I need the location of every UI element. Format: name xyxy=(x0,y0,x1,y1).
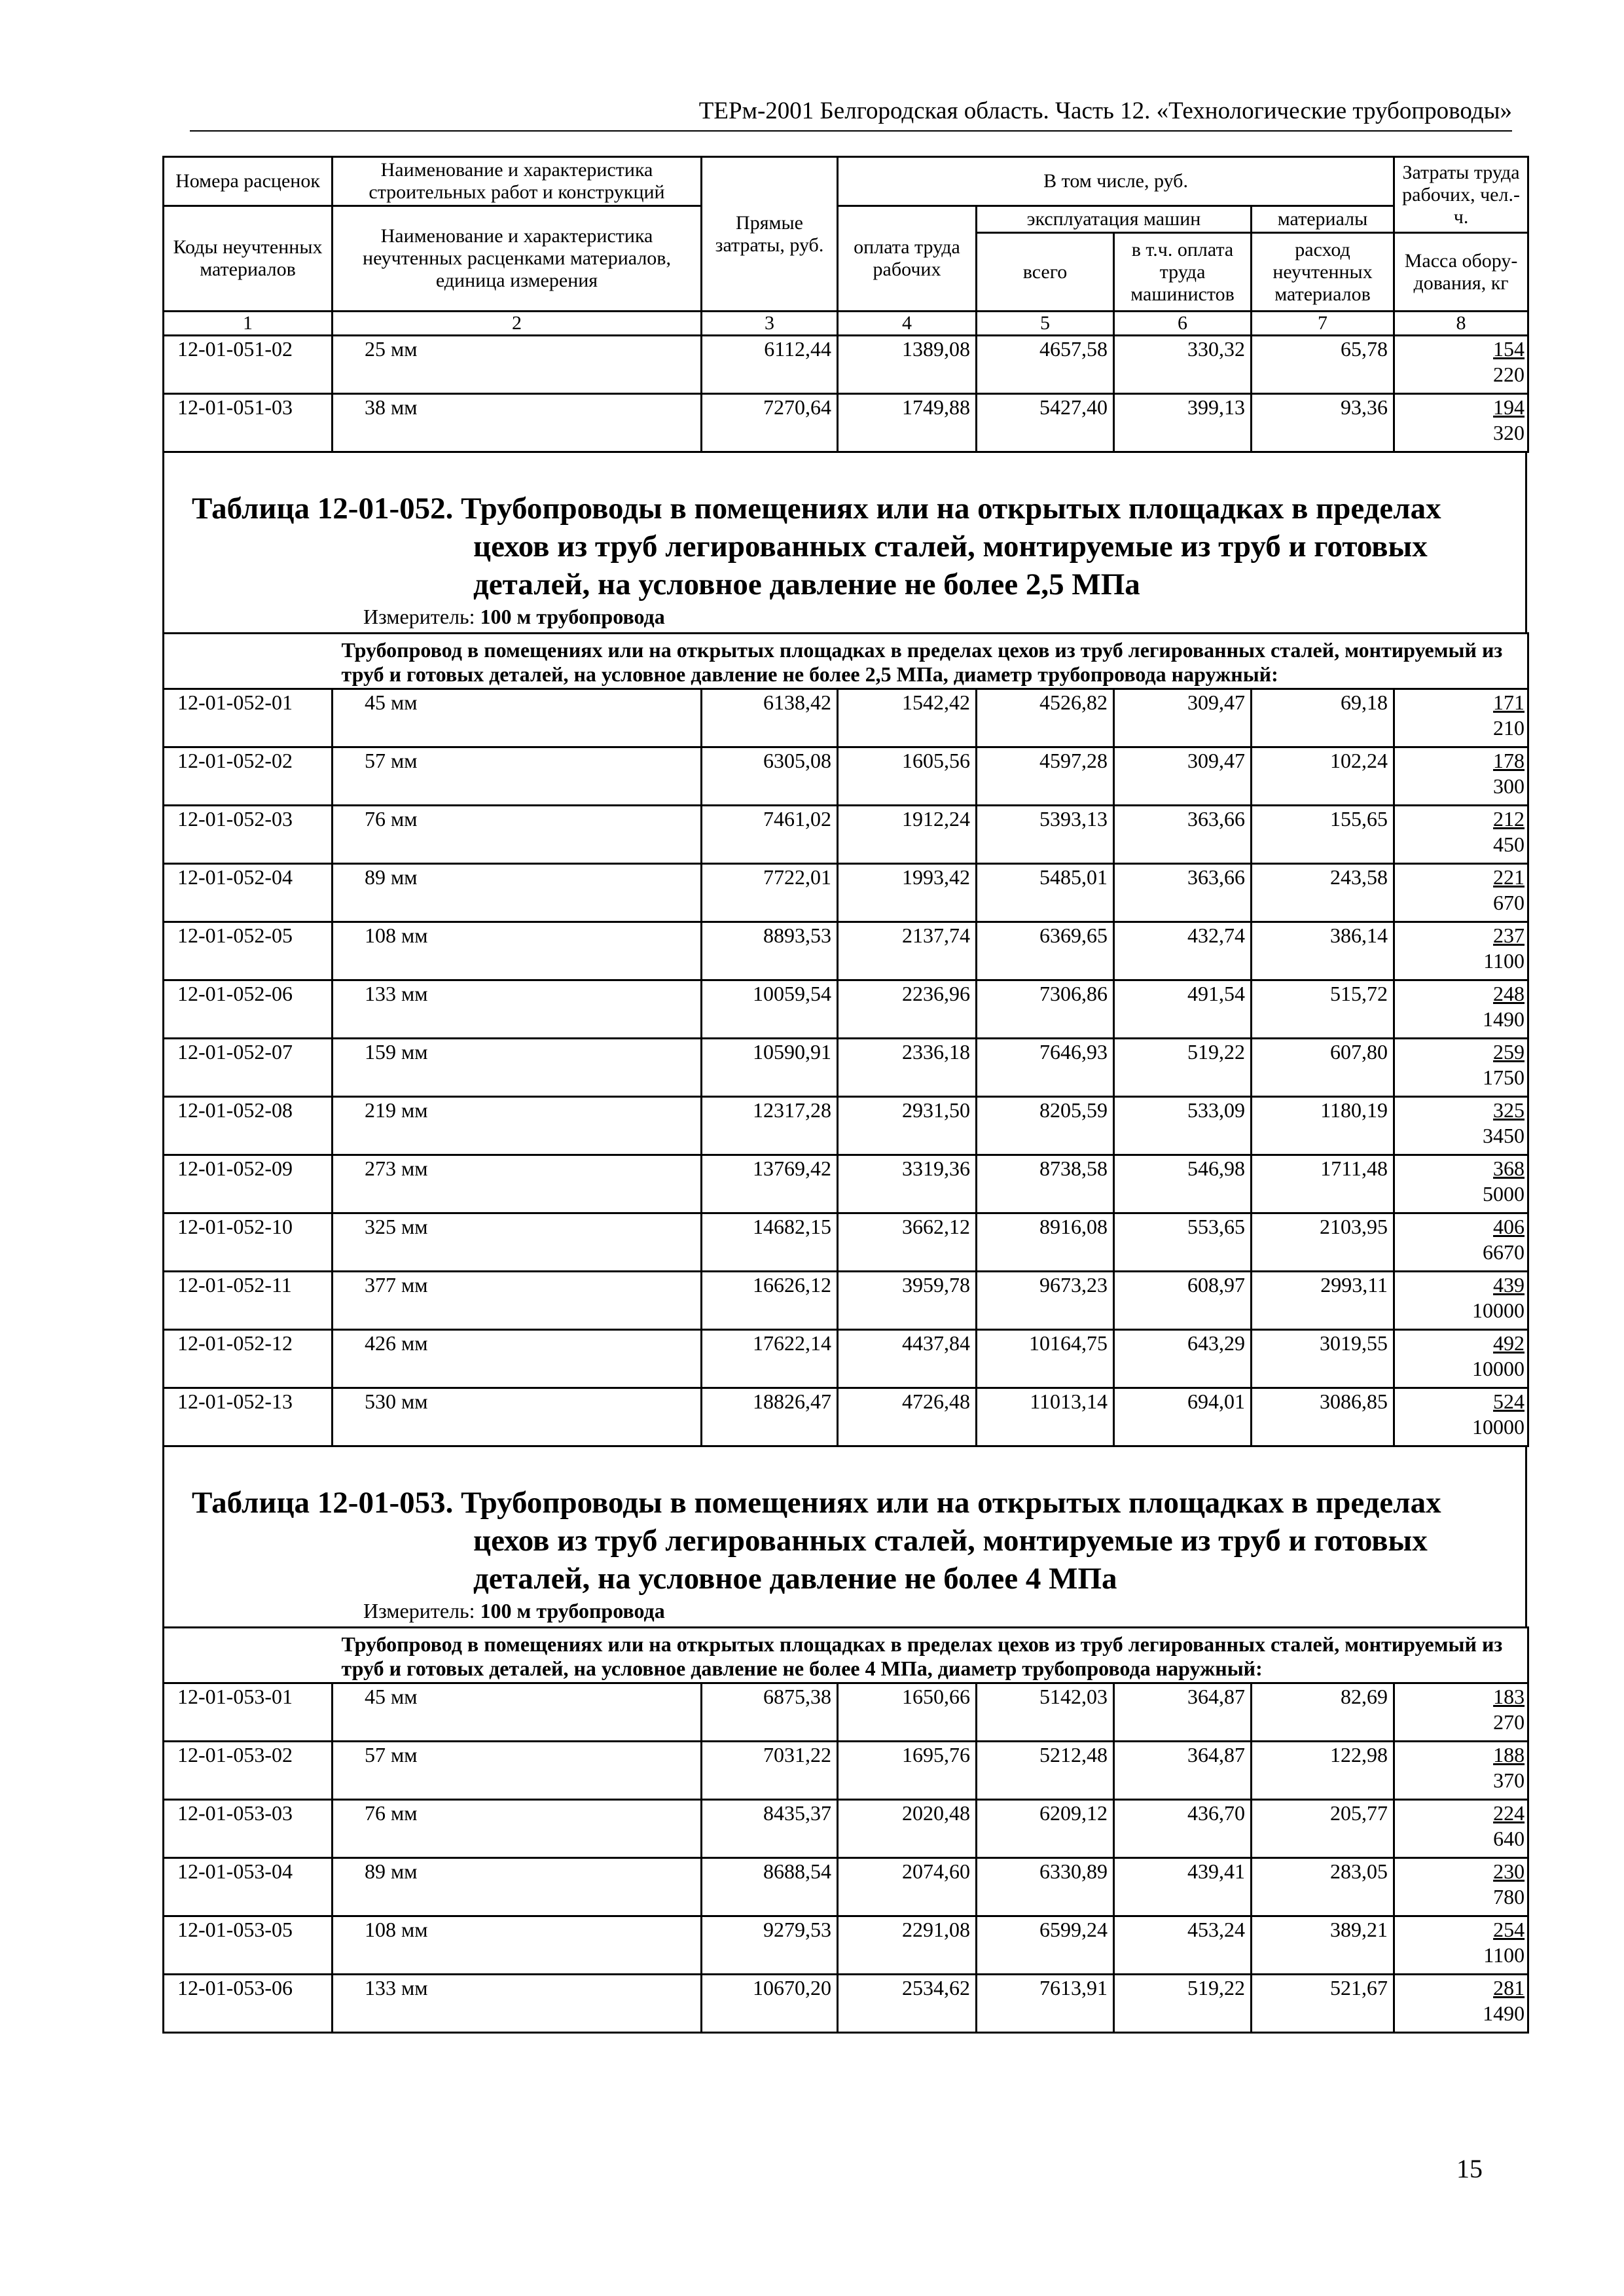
table-row xyxy=(164,394,1528,452)
direct-costs-cell: 14682,15 xyxy=(702,1213,838,1272)
direct-costs-cell: 18826,47 xyxy=(702,1388,838,1446)
table-row xyxy=(164,1213,1528,1272)
machines-total-cell: 4526,82 xyxy=(977,689,1114,747)
rate-name-cell: 76 мм xyxy=(333,1800,702,1858)
materials-cell: 205,77 xyxy=(1252,1800,1394,1858)
group-description: Трубопровод в помещениях или на открытых площадках в пределах цехов из труб легированных сталей, монтируемый из труб и готовых деталей, на условное давление не более 4 МПа, диаметр трубопровода наружный: xyxy=(333,1628,1528,1683)
rate-name-cell: 377 мм xyxy=(333,1272,702,1330)
rate-code-cell: 12-01-052-05 xyxy=(164,922,333,980)
header-equipment-mass: Масса обору-дования, кг xyxy=(1394,233,1528,312)
rates-table-053 xyxy=(162,1626,1529,2034)
table-row xyxy=(164,864,1528,922)
labor-pay-cell: 1993,42 xyxy=(838,864,977,922)
machinists-pay-cell: 330,32 xyxy=(1114,336,1252,394)
rate-code-cell: 12-01-052-03 xyxy=(164,806,333,864)
direct-costs-cell: 9279,53 xyxy=(702,1916,838,1975)
header-unaccounted-codes: Коды неучтенных материалов xyxy=(164,206,333,312)
equipment-mass-value: 3450 xyxy=(1483,1124,1525,1147)
equipment-mass-value: 1490 xyxy=(1483,2001,1525,2025)
machines-total-cell: 5427,40 xyxy=(977,394,1114,452)
labor-hours-mass-cell xyxy=(1394,1097,1528,1155)
section-053-title-block xyxy=(162,1447,1527,1626)
table-row xyxy=(164,1388,1528,1446)
section-053-measure xyxy=(183,1598,1507,1626)
materials-cell: 93,36 xyxy=(1252,394,1394,452)
table-row xyxy=(164,806,1528,864)
column-number: 1 xyxy=(164,312,333,336)
labor-pay-cell: 2534,62 xyxy=(838,1975,977,2033)
table-row xyxy=(164,1858,1528,1916)
section-052-title-prefix: Таблица 12-01-052. xyxy=(192,492,454,526)
labor-hours-value: 224 xyxy=(1493,1801,1525,1825)
rate-name-cell: 45 мм xyxy=(333,1683,702,1742)
header-materials: материалы xyxy=(1252,206,1394,233)
machinists-pay-cell: 694,01 xyxy=(1114,1388,1252,1446)
column-number: 3 xyxy=(702,312,838,336)
direct-costs-cell: 10670,20 xyxy=(702,1975,838,2033)
materials-cell: 607,80 xyxy=(1252,1039,1394,1097)
rate-code-cell: 12-01-053-02 xyxy=(164,1742,333,1800)
labor-hours-mass-cell xyxy=(1394,1916,1528,1975)
materials-cell: 521,67 xyxy=(1252,1975,1394,2033)
labor-pay-cell: 1912,24 xyxy=(838,806,977,864)
labor-hours-value: 230 xyxy=(1493,1859,1525,1883)
labor-pay-cell: 3959,78 xyxy=(838,1272,977,1330)
materials-cell: 386,14 xyxy=(1252,922,1394,980)
table-row xyxy=(164,1800,1528,1858)
machinists-pay-cell: 439,41 xyxy=(1114,1858,1252,1916)
labor-hours-value: 439 xyxy=(1493,1273,1525,1297)
rate-name-cell: 57 мм xyxy=(333,1742,702,1800)
labor-pay-cell: 1542,42 xyxy=(838,689,977,747)
machinists-pay-cell: 608,97 xyxy=(1114,1272,1252,1330)
rate-code-cell: 12-01-052-02 xyxy=(164,747,333,806)
rate-code-cell: 12-01-051-03 xyxy=(164,394,333,452)
column-number: 8 xyxy=(1394,312,1528,336)
rate-name-cell: 45 мм xyxy=(333,689,702,747)
labor-hours-mass-cell xyxy=(1394,864,1528,922)
rate-code-cell: 12-01-052-08 xyxy=(164,1097,333,1155)
machinists-pay-cell: 363,66 xyxy=(1114,864,1252,922)
materials-cell: 65,78 xyxy=(1252,336,1394,394)
labor-hours-mass-cell xyxy=(1394,1683,1528,1742)
labor-pay-cell: 2137,74 xyxy=(838,922,977,980)
materials-cell: 82,69 xyxy=(1252,1683,1394,1742)
labor-pay-cell: 4437,84 xyxy=(838,1330,977,1388)
direct-costs-cell: 7031,22 xyxy=(702,1742,838,1800)
direct-costs-cell: 6138,42 xyxy=(702,689,838,747)
materials-cell: 389,21 xyxy=(1252,1916,1394,1975)
direct-costs-cell: 6875,38 xyxy=(702,1683,838,1742)
table-row xyxy=(164,747,1528,806)
labor-pay-cell: 1749,88 xyxy=(838,394,977,452)
table-row xyxy=(164,1916,1528,1975)
machines-total-cell: 5393,13 xyxy=(977,806,1114,864)
table-row xyxy=(164,1155,1528,1213)
machines-total-cell: 7613,91 xyxy=(977,1975,1114,2033)
rate-code-cell: 12-01-052-12 xyxy=(164,1330,333,1388)
header-labor-costs: Затраты труда рабочих, чел.-ч. xyxy=(1394,157,1528,233)
rate-name-cell: 57 мм xyxy=(333,747,702,806)
labor-hours-mass-cell xyxy=(1394,689,1528,747)
direct-costs-cell: 6112,44 xyxy=(702,336,838,394)
direct-costs-cell: 16626,12 xyxy=(702,1272,838,1330)
labor-hours-value: 254 xyxy=(1493,1918,1525,1941)
header-machines-total: всего xyxy=(977,233,1114,312)
labor-hours-value: 368 xyxy=(1493,1157,1525,1180)
table-row xyxy=(164,1097,1528,1155)
machinists-pay-cell: 364,87 xyxy=(1114,1683,1252,1742)
machines-total-cell: 9673,23 xyxy=(977,1272,1114,1330)
rows-052 xyxy=(164,689,1528,1446)
labor-hours-mass-cell xyxy=(1394,1858,1528,1916)
header-materials-unaccounted: расход неучтенных материалов xyxy=(1252,233,1394,312)
labor-hours-value: 281 xyxy=(1493,1976,1525,2000)
table-row xyxy=(164,689,1528,747)
machinists-pay-cell: 519,22 xyxy=(1114,1975,1252,2033)
machinists-pay-cell: 533,09 xyxy=(1114,1097,1252,1155)
direct-costs-cell: 7722,01 xyxy=(702,864,838,922)
table-row xyxy=(164,1330,1528,1388)
labor-hours-value: 406 xyxy=(1493,1215,1525,1238)
equipment-mass-value: 1100 xyxy=(1483,949,1525,973)
machines-total-cell: 6209,12 xyxy=(977,1800,1114,1858)
machines-total-cell: 8916,08 xyxy=(977,1213,1114,1272)
labor-hours-value: 212 xyxy=(1493,807,1525,831)
rate-code-cell: 12-01-052-07 xyxy=(164,1039,333,1097)
header-direct-costs: Прямые затраты, руб. xyxy=(702,157,838,312)
labor-hours-mass-cell xyxy=(1394,806,1528,864)
header-unaccounted-name: Наименование и характеристика неучтенных расценками материалов, единица измерения xyxy=(333,206,702,312)
labor-hours-mass-cell xyxy=(1394,1975,1528,2033)
machinists-pay-cell: 364,87 xyxy=(1114,1742,1252,1800)
section-053-title-line-3: деталей, на условное давление не более 4 МПа xyxy=(473,1562,1117,1596)
machinists-pay-cell: 432,74 xyxy=(1114,922,1252,980)
equipment-mass-value: 1750 xyxy=(1483,1066,1525,1089)
materials-cell: 2993,11 xyxy=(1252,1272,1394,1330)
labor-pay-cell: 2291,08 xyxy=(838,1916,977,1975)
table-row xyxy=(164,1742,1528,1800)
header-including: В том числе, руб. xyxy=(838,157,1394,206)
labor-hours-mass-cell xyxy=(1394,1388,1528,1446)
header-machinists-pay: в т.ч. оплата труда машинистов xyxy=(1114,233,1252,312)
labor-pay-cell: 2236,96 xyxy=(838,980,977,1039)
measure-label: Измеритель: xyxy=(363,605,475,628)
labor-hours-value: 237 xyxy=(1493,924,1525,947)
direct-costs-cell: 13769,42 xyxy=(702,1155,838,1213)
table-row xyxy=(164,922,1528,980)
machinists-pay-cell: 309,47 xyxy=(1114,747,1252,806)
rate-name-cell: 325 мм xyxy=(333,1213,702,1272)
machines-total-cell: 6330,89 xyxy=(977,1858,1114,1916)
direct-costs-cell: 8893,53 xyxy=(702,922,838,980)
labor-hours-value: 325 xyxy=(1493,1098,1525,1122)
materials-cell: 3086,85 xyxy=(1252,1388,1394,1446)
labor-hours-mass-cell xyxy=(1394,980,1528,1039)
table-row xyxy=(164,1039,1528,1097)
labor-pay-cell: 3662,12 xyxy=(838,1213,977,1272)
group-row-053 xyxy=(164,1628,1528,1683)
equipment-mass-value: 300 xyxy=(1493,774,1525,798)
rate-code-cell: 12-01-052-04 xyxy=(164,864,333,922)
equipment-mass-value: 450 xyxy=(1493,833,1525,856)
rate-code-cell: 12-01-052-11 xyxy=(164,1272,333,1330)
column-number: 7 xyxy=(1252,312,1394,336)
labor-hours-value: 194 xyxy=(1493,395,1525,419)
machines-total-cell: 5212,48 xyxy=(977,1742,1114,1800)
machines-total-cell: 8738,58 xyxy=(977,1155,1114,1213)
equipment-mass-value: 370 xyxy=(1493,1768,1525,1792)
page-number: 15 xyxy=(1456,2154,1483,2183)
equipment-mass-value: 10000 xyxy=(1472,1415,1525,1439)
labor-hours-mass-cell xyxy=(1394,1213,1528,1272)
labor-hours-value: 524 xyxy=(1493,1390,1525,1413)
document-page xyxy=(162,156,1527,2034)
machinists-pay-cell: 519,22 xyxy=(1114,1039,1252,1097)
rates-table-top xyxy=(162,156,1529,453)
labor-hours-mass-cell xyxy=(1394,747,1528,806)
machines-total-cell: 8205,59 xyxy=(977,1097,1114,1155)
machines-total-cell: 5485,01 xyxy=(977,864,1114,922)
materials-cell: 69,18 xyxy=(1252,689,1394,747)
labor-hours-value: 178 xyxy=(1493,749,1525,772)
rate-name-cell: 25 мм xyxy=(333,336,702,394)
equipment-mass-value: 6670 xyxy=(1483,1240,1525,1264)
direct-costs-cell: 8688,54 xyxy=(702,1858,838,1916)
equipment-mass-value: 210 xyxy=(1493,716,1525,740)
equipment-mass-value: 1100 xyxy=(1483,1943,1525,1967)
rate-name-cell: 133 мм xyxy=(333,980,702,1039)
column-number: 2 xyxy=(333,312,702,336)
rate-name-cell: 219 мм xyxy=(333,1097,702,1155)
section-052-title-line-3: деталей, на условное давление не более 2,5 МПа xyxy=(473,567,1140,601)
rate-code-cell: 12-01-052-10 xyxy=(164,1213,333,1272)
rows-start xyxy=(164,336,1528,452)
section-052-measure xyxy=(183,603,1507,632)
rates-table-052 xyxy=(162,632,1529,1447)
labor-hours-mass-cell xyxy=(1394,1039,1528,1097)
labor-hours-mass-cell xyxy=(1394,1800,1528,1858)
machinists-pay-cell: 399,13 xyxy=(1114,394,1252,452)
direct-costs-cell: 10059,54 xyxy=(702,980,838,1039)
rate-code-cell: 12-01-053-01 xyxy=(164,1683,333,1742)
machinists-pay-cell: 309,47 xyxy=(1114,689,1252,747)
measure-value: 100 м трубопровода xyxy=(480,605,665,628)
equipment-mass-value: 1490 xyxy=(1483,1007,1525,1031)
labor-hours-mass-cell xyxy=(1394,922,1528,980)
equipment-mass-value: 10000 xyxy=(1472,1357,1525,1380)
labor-hours-mass-cell xyxy=(1394,1330,1528,1388)
materials-cell: 2103,95 xyxy=(1252,1213,1394,1272)
rate-code-cell: 12-01-052-09 xyxy=(164,1155,333,1213)
labor-pay-cell: 1695,76 xyxy=(838,1742,977,1800)
direct-costs-cell: 17622,14 xyxy=(702,1330,838,1388)
labor-hours-mass-cell xyxy=(1394,1742,1528,1800)
rate-name-cell: 89 мм xyxy=(333,1858,702,1916)
labor-pay-cell: 1650,66 xyxy=(838,1683,977,1742)
machinists-pay-cell: 553,65 xyxy=(1114,1213,1252,1272)
rate-name-cell: 426 мм xyxy=(333,1330,702,1388)
materials-cell: 1711,48 xyxy=(1252,1155,1394,1213)
header-rate-numbers: Номера расценок xyxy=(164,157,333,206)
direct-costs-cell: 8435,37 xyxy=(702,1800,838,1858)
table-row xyxy=(164,336,1528,394)
machines-total-cell: 4657,58 xyxy=(977,336,1114,394)
machinists-pay-cell: 363,66 xyxy=(1114,806,1252,864)
rate-code-cell: 12-01-052-06 xyxy=(164,980,333,1039)
section-053-title-line-2: цехов из труб легированных сталей, монтируемые из труб и готовых xyxy=(473,1524,1428,1558)
rate-name-cell: 38 мм xyxy=(333,394,702,452)
direct-costs-cell: 7270,64 xyxy=(702,394,838,452)
header-machines: эксплуатация машин xyxy=(977,206,1252,233)
rows-053 xyxy=(164,1683,1528,2033)
labor-hours-value: 221 xyxy=(1493,865,1525,889)
equipment-mass-value: 640 xyxy=(1493,1827,1525,1850)
equipment-mass-value: 780 xyxy=(1493,1885,1525,1909)
rate-name-cell: 108 мм xyxy=(333,922,702,980)
group-description: Трубопровод в помещениях или на открытых площадках в пределах цехов из труб легированных сталей, монтируемый из труб и готовых деталей, на условное давление не более 2,5 МПа, диаметр трубопровода наружный: xyxy=(333,634,1528,689)
rate-name-cell: 133 мм xyxy=(333,1975,702,2033)
rate-code-cell: 12-01-051-02 xyxy=(164,336,333,394)
column-number: 6 xyxy=(1114,312,1252,336)
direct-costs-cell: 10590,91 xyxy=(702,1039,838,1097)
materials-cell: 243,58 xyxy=(1252,864,1394,922)
column-number: 4 xyxy=(838,312,977,336)
measure-label: Измеритель: xyxy=(363,1599,475,1623)
labor-pay-cell: 3319,36 xyxy=(838,1155,977,1213)
direct-costs-cell: 7461,02 xyxy=(702,806,838,864)
running-header: ТЕРм-2001 Белгородская область. Часть 12. «Технологические трубопроводы» xyxy=(190,97,1512,132)
labor-hours-value: 259 xyxy=(1493,1040,1525,1064)
labor-hours-mass-cell xyxy=(1394,394,1528,452)
materials-cell: 155,65 xyxy=(1252,806,1394,864)
materials-cell: 102,24 xyxy=(1252,747,1394,806)
machines-total-cell: 7646,93 xyxy=(977,1039,1114,1097)
materials-cell: 3019,55 xyxy=(1252,1330,1394,1388)
column-numbers-row xyxy=(164,312,1528,336)
machines-total-cell: 4597,28 xyxy=(977,747,1114,806)
equipment-mass-value: 5000 xyxy=(1483,1182,1525,1206)
machinists-pay-cell: 436,70 xyxy=(1114,1800,1252,1858)
labor-pay-cell: 2931,50 xyxy=(838,1097,977,1155)
group-row-052 xyxy=(164,634,1528,689)
equipment-mass-value: 270 xyxy=(1493,1710,1525,1734)
rate-name-cell: 530 мм xyxy=(333,1388,702,1446)
equipment-mass-value: 220 xyxy=(1493,363,1525,386)
section-052-title-block xyxy=(162,453,1527,632)
table-row xyxy=(164,1272,1528,1330)
labor-hours-mass-cell xyxy=(1394,336,1528,394)
machines-total-cell: 11013,14 xyxy=(977,1388,1114,1446)
labor-pay-cell: 2074,60 xyxy=(838,1858,977,1916)
labor-hours-value: 171 xyxy=(1493,691,1525,714)
labor-hours-mass-cell xyxy=(1394,1272,1528,1330)
materials-cell: 1180,19 xyxy=(1252,1097,1394,1155)
materials-cell: 122,98 xyxy=(1252,1742,1394,1800)
equipment-mass-value: 670 xyxy=(1493,891,1525,914)
equipment-mass-value: 10000 xyxy=(1472,1299,1525,1322)
equipment-mass-value: 320 xyxy=(1493,421,1525,444)
machines-total-cell: 10164,75 xyxy=(977,1330,1114,1388)
rate-code-cell: 12-01-053-06 xyxy=(164,1975,333,2033)
rate-name-cell: 159 мм xyxy=(333,1039,702,1097)
header-labor-pay: оплата труда рабочих xyxy=(838,206,977,312)
machinists-pay-cell: 643,29 xyxy=(1114,1330,1252,1388)
direct-costs-cell: 12317,28 xyxy=(702,1097,838,1155)
labor-hours-mass-cell xyxy=(1394,1155,1528,1213)
labor-hours-value: 492 xyxy=(1493,1331,1525,1355)
labor-pay-cell: 4726,48 xyxy=(838,1388,977,1446)
labor-pay-cell: 2020,48 xyxy=(838,1800,977,1858)
rate-code-cell: 12-01-053-04 xyxy=(164,1858,333,1916)
machines-total-cell: 6599,24 xyxy=(977,1916,1114,1975)
direct-costs-cell: 6305,08 xyxy=(702,747,838,806)
machinists-pay-cell: 546,98 xyxy=(1114,1155,1252,1213)
rate-name-cell: 108 мм xyxy=(333,1916,702,1975)
labor-hours-value: 183 xyxy=(1493,1685,1525,1708)
labor-pay-cell: 2336,18 xyxy=(838,1039,977,1097)
rate-name-cell: 89 мм xyxy=(333,864,702,922)
machinists-pay-cell: 453,24 xyxy=(1114,1916,1252,1975)
rate-code-cell: 12-01-053-03 xyxy=(164,1800,333,1858)
labor-pay-cell: 1605,56 xyxy=(838,747,977,806)
column-number: 5 xyxy=(977,312,1114,336)
labor-pay-cell: 1389,08 xyxy=(838,336,977,394)
machines-total-cell: 6369,65 xyxy=(977,922,1114,980)
machinists-pay-cell: 491,54 xyxy=(1114,980,1252,1039)
labor-hours-value: 188 xyxy=(1493,1743,1525,1767)
table-row xyxy=(164,980,1528,1039)
measure-value: 100 м трубопровода xyxy=(480,1599,665,1623)
section-053-title-prefix: Таблица 12-01-053. xyxy=(192,1486,454,1520)
machines-total-cell: 5142,03 xyxy=(977,1683,1114,1742)
section-052-title-line-2: цехов из труб легированных сталей, монтируемые из труб и готовых xyxy=(473,529,1428,564)
table-row xyxy=(164,1683,1528,1742)
labor-hours-value: 154 xyxy=(1493,337,1525,361)
rate-name-cell: 76 мм xyxy=(333,806,702,864)
rate-code-cell: 12-01-053-05 xyxy=(164,1916,333,1975)
table-row xyxy=(164,1975,1528,2033)
header-work-name: Наименование и характеристика строительных работ и конструкций xyxy=(333,157,702,206)
rate-code-cell: 12-01-052-01 xyxy=(164,689,333,747)
rate-name-cell: 273 мм xyxy=(333,1155,702,1213)
table-header xyxy=(164,157,1528,312)
materials-cell: 515,72 xyxy=(1252,980,1394,1039)
labor-hours-value: 248 xyxy=(1493,982,1525,1005)
rate-code-cell: 12-01-052-13 xyxy=(164,1388,333,1446)
section-053-title-line-1: Трубопроводы в помещениях или на открытых площадках в пределах xyxy=(461,1486,1441,1520)
section-052-title-line-1: Трубопроводы в помещениях или на открытых площадках в пределах xyxy=(461,492,1441,526)
machines-total-cell: 7306,86 xyxy=(977,980,1114,1039)
materials-cell: 283,05 xyxy=(1252,1858,1394,1916)
